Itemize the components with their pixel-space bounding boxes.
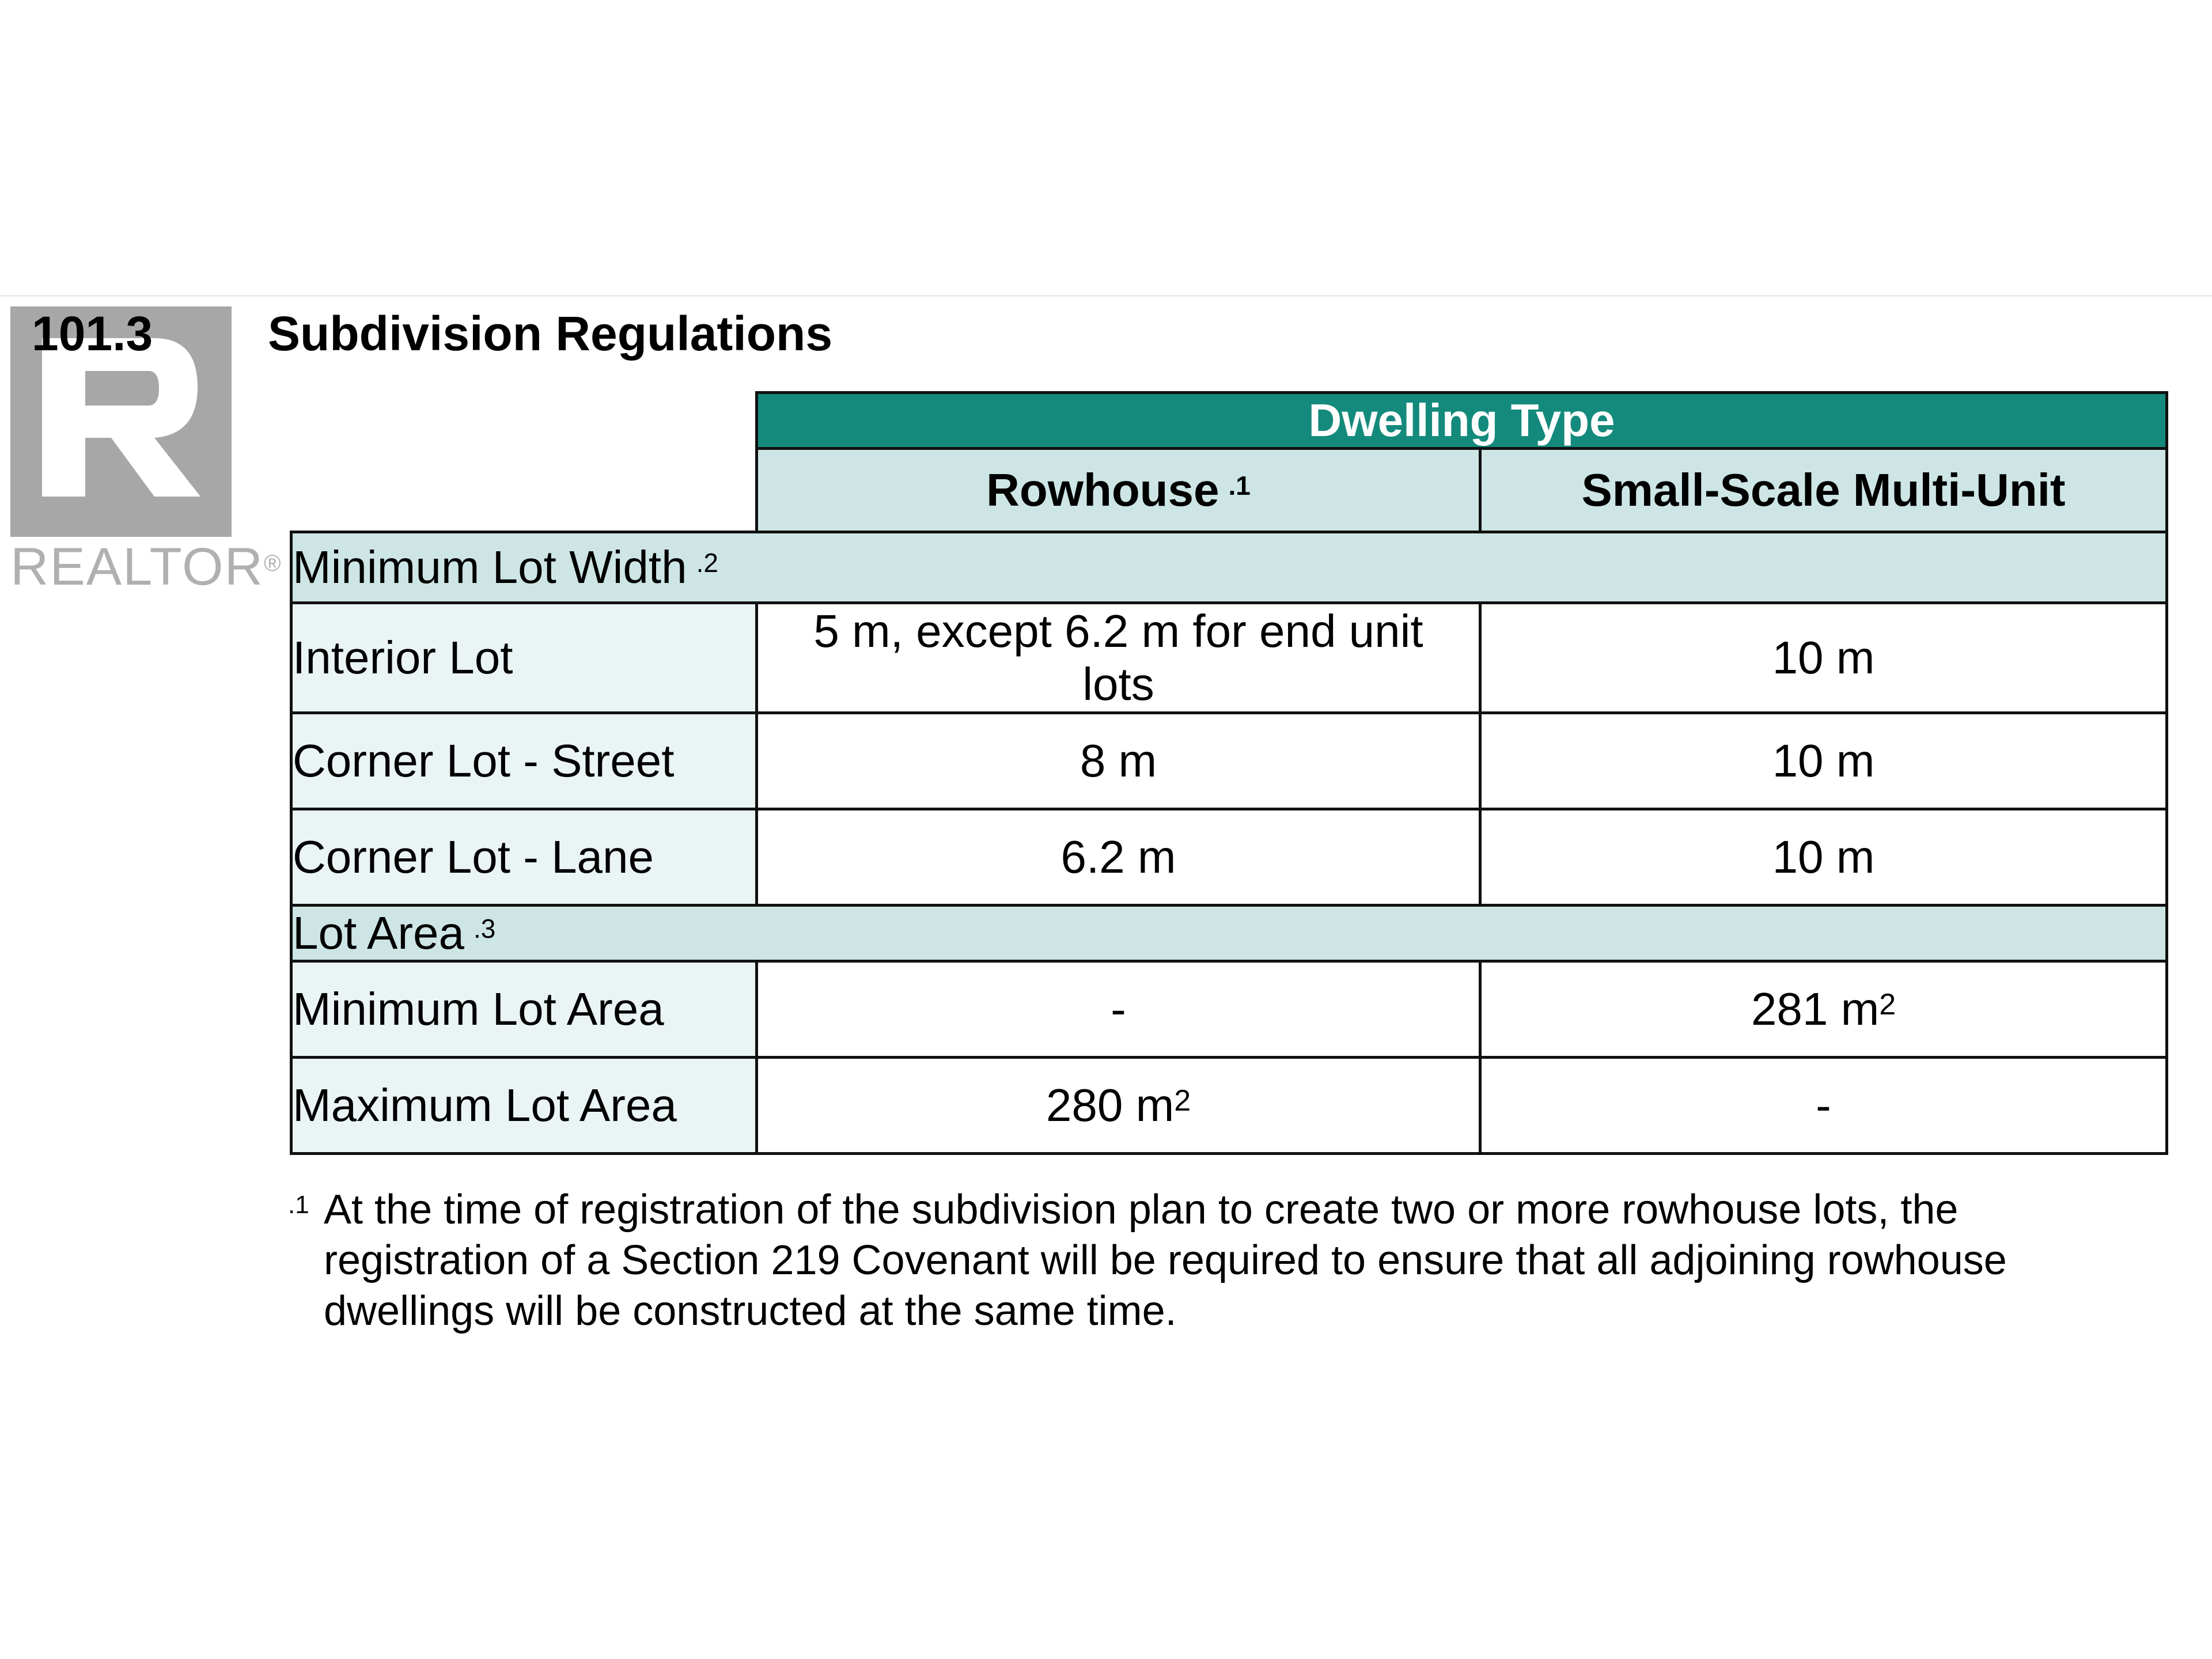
row-label: Corner Lot - Lane [291, 809, 757, 906]
row-label: Corner Lot - Street [291, 713, 757, 809]
section-label: Lot Area $^{.3}$ [291, 906, 2167, 961]
multi-unit-value: - [1480, 1058, 2167, 1154]
rowhouse-value: 5 m, except 6.2 m for end unit lots [757, 603, 1480, 713]
row-label: Maximum Lot Area [291, 1058, 757, 1154]
section-row-minimum-lot-width [291, 532, 2167, 603]
row-label: Minimum Lot Area [291, 961, 757, 1058]
dwelling-type-header: Dwelling Type [757, 393, 2167, 449]
rowhouse-value: 6.2 m [757, 809, 1480, 906]
table-row [291, 961, 2167, 1058]
table-row [291, 603, 2167, 713]
subdivision-regulations-table [290, 391, 2168, 1155]
column-header-rowhouse: Rowhouse $^{.1}$ [757, 449, 1480, 532]
row-label: Interior Lot [291, 603, 757, 713]
table-row [291, 713, 2167, 809]
realtor-wordmark: REALTOR® [10, 537, 282, 596]
footnote [288, 1184, 2166, 1336]
multi-unit-value: 10 m [1480, 603, 2167, 713]
multi-unit-value: 10 m [1480, 809, 2167, 906]
table-row [291, 809, 2167, 906]
multi-unit-value: 281 $m^2$ [1480, 961, 2167, 1058]
rowhouse-value: 280 $m^2$ [757, 1058, 1480, 1154]
top-divider [0, 295, 2212, 297]
table-row [291, 1058, 2167, 1154]
rowhouse-value: 8 m [757, 713, 1480, 809]
section-row-lot-area [291, 906, 2167, 961]
footnote-text: At the time of registration of the subdivision plan to create two or more rowhouse lots, the registration of a Section 219 Covenant will be required to ensure that all adjoining rowhouse dwellings will be constructed at the same time. [324, 1187, 2007, 1334]
group-header-row [291, 393, 2167, 449]
rowhouse-value: - [757, 961, 1480, 1058]
section-number: 101.3 [32, 306, 153, 361]
column-header-small-scale-multi-unit: Small-Scale Multi-Unit [1480, 449, 2167, 532]
section-label: Minimum Lot Width $^{.2}$ [291, 532, 2167, 603]
footnote-mark: .1 [288, 1191, 309, 1219]
multi-unit-value: 10 m [1480, 713, 2167, 809]
section-title: Subdivision Regulations [268, 306, 833, 361]
